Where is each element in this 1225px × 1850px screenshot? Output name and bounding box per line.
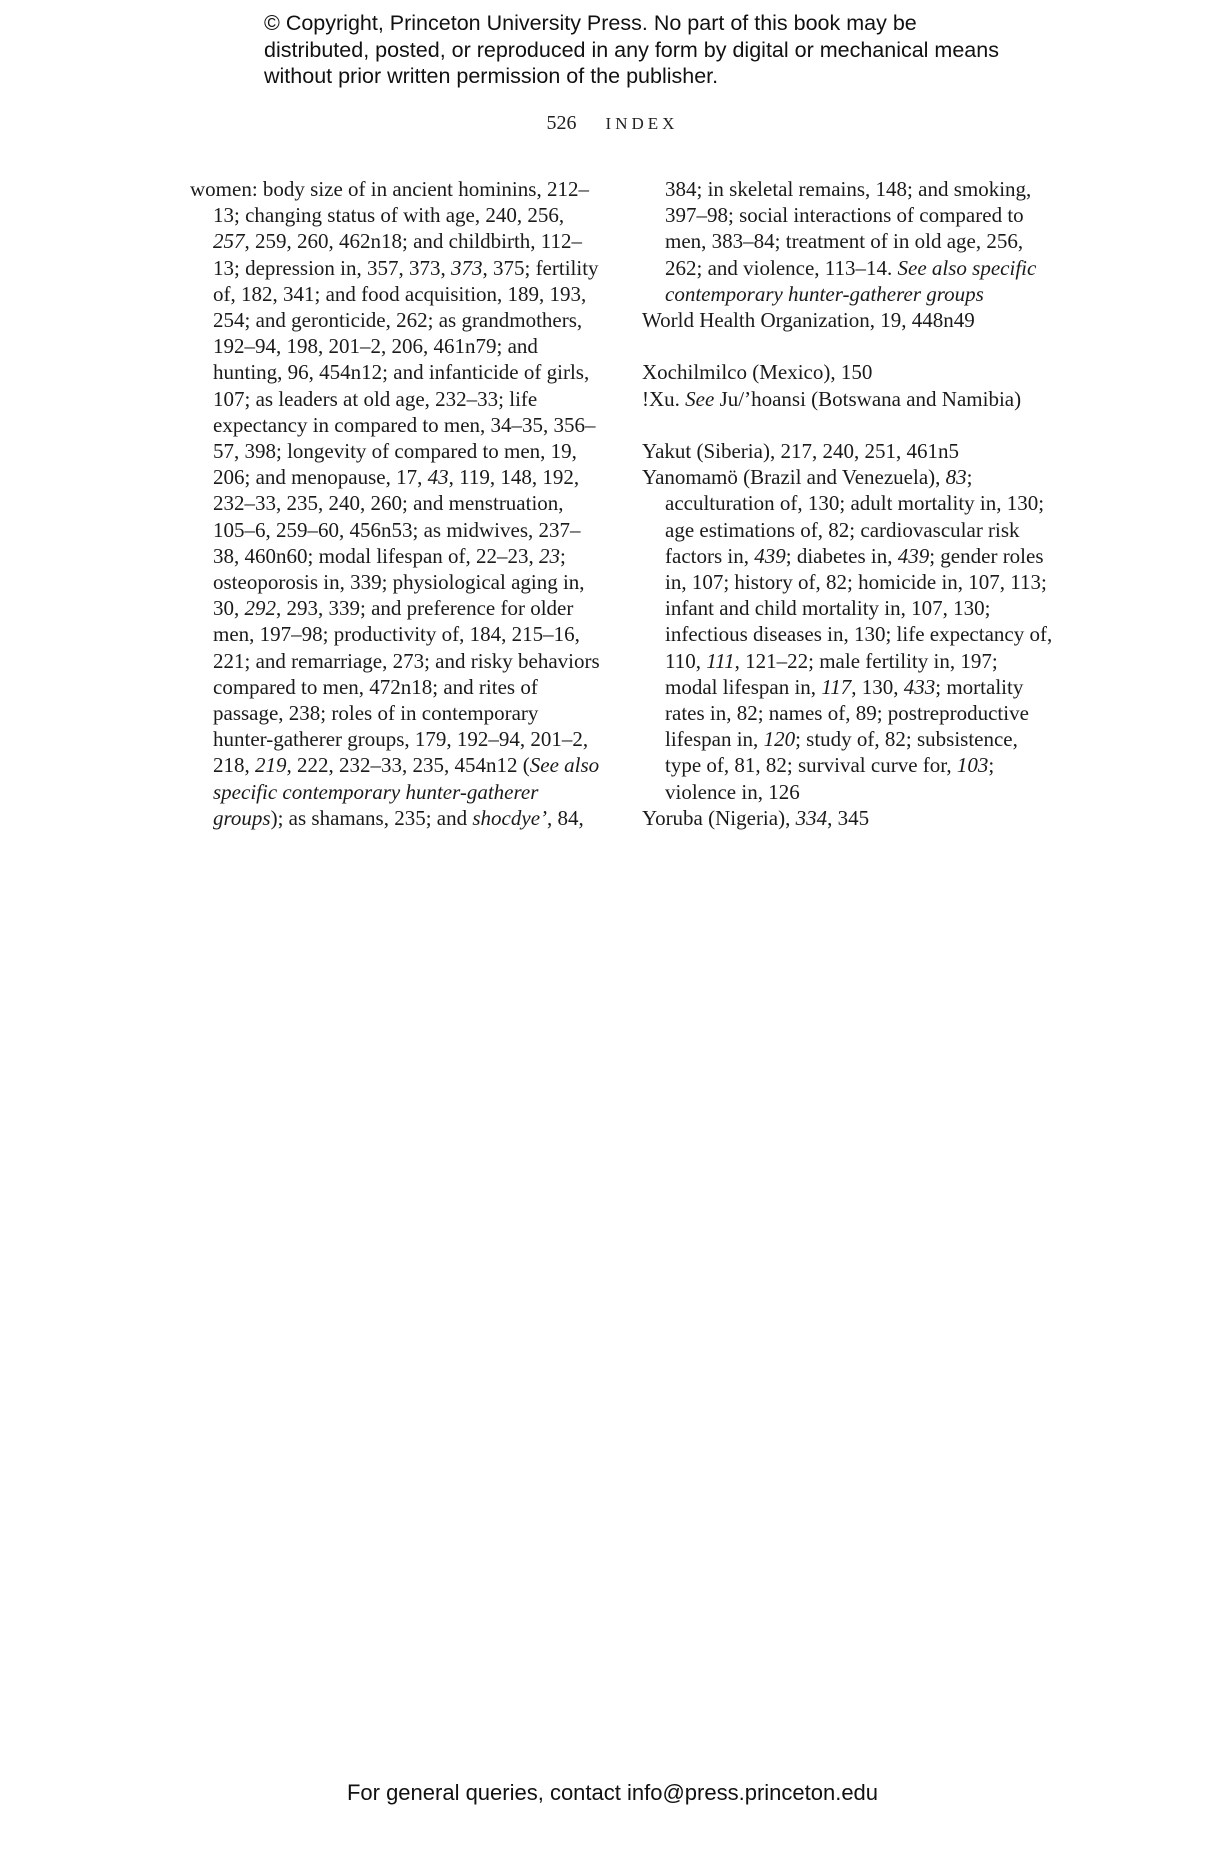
italic-text-run: 103 [956,753,989,778]
index-entry-yakut [642,438,1054,464]
text-run: ; acculturation of, 130; adult mortality in, 130; age estimations of, 82; cardiovascular risk factors in, [665,465,1045,568]
text-run: ); as shamans, 235; and [270,805,473,830]
text-run: 384; in skeletal remains, 148; and smoking, 397–98; social interactions of compared to men, 383–84; treatment of in old age, 256, 262; and violence, 113–14. [665,177,1032,280]
text-run: ; mortality rates in, 82; names of, 89; postreproductive lifespan in, [665,674,1029,752]
italic-text-run: 83 [945,465,967,490]
italic-text-run: 23 [539,543,561,568]
letter-group-divider [642,412,1054,438]
index-entry-women-continued [642,176,1054,307]
running-head [0,112,1225,135]
text-run: , 293, 339; and preference for older men, 197–98; productivity of, 184, 215–16, 221; and remarriage, 273; and risky behaviors compared to men, 472n18; and rites of passage, 238; roles of in contemporary hunter-gatherer groups, 179, 192–94, 201–2, 218, [213,596,600,778]
index-entry-world-health-organization [642,307,1054,333]
index-column-right [642,176,1054,831]
italic-text-run: 120 [763,727,796,752]
italic-text-run: See also specific contemporary hunter-gatherer groups [665,255,1037,306]
index-entry-yanomamo [642,464,1054,805]
text-run: , 222, 232–33, 235, 454n12 ( [286,753,530,778]
italic-text-run: 292 [244,596,276,621]
text-run: Xochilmilco (Mexico), 150 [642,360,873,385]
page-number: 526 [546,112,577,134]
text-run: ; gender roles in, 107; history of, 82; homicide in, 107, 113; infant and child mortality in, 107, 130; infectious diseases in, 130; life expectancy of, 110, [665,543,1053,673]
text-run: World Health Organization, 19, 448n49 [642,308,975,333]
italic-text-run: shocdye’ [472,805,548,830]
italic-text-run: 433 [903,674,936,699]
text-run: , 345 [827,805,870,830]
text-run: ; diabetes in, [785,543,898,568]
italic-text-run: 111 [706,648,735,673]
text-run: ; osteoporosis in, 339; physiological aging in, 30, [213,543,585,621]
text-run: !Xu. [642,386,686,411]
text-run: ; study of, 82; subsistence, type of, 81, 82; survival curve for, [665,727,1018,778]
italic-text-run: 439 [754,543,786,568]
italic-text-run: 257 [213,229,245,254]
text-run: Yakut (Siberia), 217, 240, 251, 461n5 [642,439,959,463]
index-entry-yoruba [642,805,1054,831]
text-run: , 130, [851,674,904,699]
contact-footer: For general queries, contact info@press.princeton.edu [346,1780,879,1805]
text-run: Ju/’hoansi (Botswana and Namibia) [714,386,1022,411]
index-entry-xochilmilco [642,359,1054,385]
italic-text-run: See [685,386,715,411]
italic-text-run: 43 [427,465,449,490]
section-title: INDEX [605,114,679,133]
italic-text-run: See also specific contemporary hunter-gatherer groups [213,753,600,830]
text-run: , 259, 260, 462n18; and childbirth, 112–13; depression in, 357, 373, [213,229,583,280]
copyright-notice: © Copyright, Princeton University Press. No part of this book may be distributed, posted, or reproduced in any form by digital or mechanical means without prior written permission of the publisher. [264,11,999,88]
text-run: Yoruba (Nigeria), [642,805,796,830]
text-run: Yanomamö (Brazil and Venezuela), [642,465,946,490]
text-run: , 121–22; male fertility in, 197; modal lifespan in, [665,648,998,699]
text-run: , 119, 148, 192, 232–33, 235, 240, 260; and menstruation, 105–6, 259–60, 456n53; as midwives, 237–38, 460n60; modal lifespan of, 22–23, [213,465,581,568]
text-run: , 84, [547,805,584,830]
letter-group-divider [642,333,1054,359]
text-run: women: body size of in ancient hominins, 212–13; changing status of with age, 240, 256, [190,177,589,228]
italic-text-run: 117 [821,674,852,699]
index-entry-xu [642,386,1054,412]
italic-text-run: 439 [897,543,930,568]
text-run: ; violence in, 126 [665,753,995,804]
index-column-left [190,176,602,831]
text-run: , 375; fertility of, 182, 341; and food acquisition, 189, 193, 254; and geronticide, 262; as grandmothers, 192–94, 198, 201–2, 206, 461n79; and hunting, 96, 454n12; and infanticide of girls, 107; as leaders at old age, 232–33; life expectancy in compared to men, 34–35, 356–57, 398; longevity of compared to men, 19, 206; and menopause, 17, [213,255,599,490]
italic-text-run: 373 [450,255,483,280]
italic-text-run: 219 [255,753,287,778]
italic-text-run: 334 [795,805,828,830]
index-entry-women [190,176,602,831]
